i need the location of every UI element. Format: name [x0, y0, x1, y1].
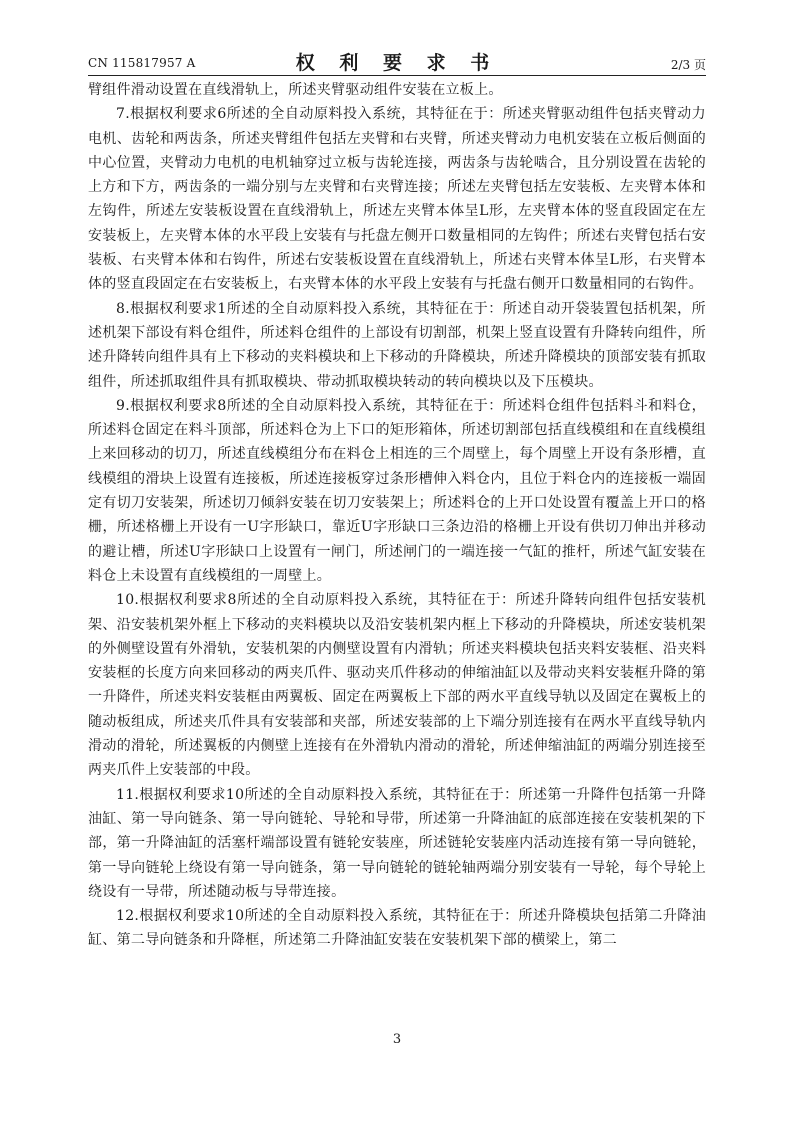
claim-7: 7.根据权利要求6所述的全自动原料投入系统，其特征在于：所述夹臂驱动组件包括夹臂动力电机、齿轮和两齿条，所述夹臂组件包括左夹臂和右夹臂，所述夹臂动力电机安装在立板后侧面的中心位置，夹臂动力电机的电机轴穿过立板与齿轮连接，两齿条与齿轮啮合，且分别设置在齿轮的上方和下方，两齿条的一端分别与左夹臂和右夹臂连接；所述左夹臂包括左安装板、左夹臂本体和左钩件，所述左安装板设置在直线滑轨上，所述左夹臂本体呈L形，左夹臂本体的竖直段固定在左安装板上，左夹臂本体的水平段上安装有与托盘左侧开口数量相同的左钩件；所述右夹臂包括右安装板、右夹臂本体和右钩件，所述右安装板设置在直线滑轨上，所述右夹臂本体呈L形，右夹臂本体的竖直段固定在右安装板上，右夹臂本体的水平段上安装有与托盘右侧开口数量相同的右钩件。 — [88, 106, 706, 293]
claims-body — [88, 78, 706, 953]
claim-continuation: 臂组件滑动设置在直线滑轨上，所述夹臂驱动组件安装在立板上。 — [88, 82, 503, 98]
page-indicator: 2/3 页 — [670, 58, 706, 72]
page-number: 3 — [392, 1032, 402, 1047]
document-title: 权 利 要 求 书 — [295, 52, 499, 74]
claim-11: 11.根据权利要求10所述的全自动原料投入系统，其特征在于：所述第一升降件包括第一升降油缸、第一导向链条、第一导向链轮、导轮和导带，所述第一升降油缸的底部连接在安装机架的下部，第一升降油缸的活塞杆端部设置有链轮安装座，所述链轮安装座内活动连接有第一导向链轮，第一导向链轮上绕设有第一导向链条，第一导向链轮的链轮轴两端分别安装有一导轮，每个导轮上绕设有一导带，所述随动板与导带连接。 — [88, 786, 706, 900]
page-header — [88, 46, 706, 74]
publication-number: CN 115817957 A — [88, 56, 196, 70]
claim-10: 10.根据权利要求8所述的全自动原料投入系统，其特征在于：所述升降转向组件包括安装机架、沿安装机架外框上下移动的夹料模块以及沿安装机架内框上下移动的升降模块，所述安装机架的外侧壁设置有外滑轨，安装机架的内侧壁设置有内滑轨；所述夹料模块包括夹料安装框、沿夹料安装框的长度方向来回移动的两夹爪件、驱动夹爪件移动的伸缩油缸以及带动夹料安装框升降的第一升降件，所述夹料安装框由两翼板、固定在两翼板上下部的两水平直线导轨以及固定在翼板上的随动板组成，所述夹爪件具有安装部和夹部，所述安装部的上下端分别连接有在两水平直线导轨内滑动的滑轮，所述翼板的内侧壁上连接有在外滑轨内滑动的滑轮，所述伸缩油缸的两端分别连接至两夹爪件上安装部的中段。 — [88, 592, 706, 779]
claim-8: 8.根据权利要求1所述的全自动原料投入系统，其特征在于：所述自动开袋装置包括机架，所述机架下部设有料仓组件，所述料仓组件的上部设有切割部，机架上竖直设置有升降转向组件，所述升降转向组件具有上下移动的夹料模块和上下移动的升降模块，所述升降模块的顶部安装有抓取组件，所述抓取组件具有抓取模块、带动抓取模块转动的转向模块以及下压模块。 — [88, 300, 706, 390]
claim-9: 9.根据权利要求8所述的全自动原料投入系统，其特征在于：所述料仓组件包括料斗和料仓，所述料仓固定在料斗顶部，所述料仓为上下口的矩形箱体，所述切割部包括直线模组和在直线模组上来回移动的切刀，所述直线模组分布在料仓上相连的三个周壁上，每个周壁上开设有条形槽，直线模组的滑块上设置有连接板，所述连接板穿过条形槽伸入料仓内，且位于料仓内的连接板一端固定有切刀安装架，所述切刀倾斜安装在切刀安装架上；所述料仓的上开口处设置有覆盖上开口的格栅，所述格栅上开设有一U字形缺口，靠近U字形缺口三条边沿的格栅上开设有供切刀伸出并移动的避让槽，所述U字形缺口上设置有一闸门，所述闸门的一端连接一气缸的推杆，所述气缸安装在料仓上未设置有直线模组的一周壁上。 — [88, 397, 706, 584]
header-rule — [88, 75, 706, 76]
claim-12: 12.根据权利要求10所述的全自动原料投入系统，其特征在于：所述升降模块包括第二升降油缸、第二导向链条和升降框，所述第二升降油缸安装在安装机架下部的横梁上，第二 — [88, 908, 706, 949]
